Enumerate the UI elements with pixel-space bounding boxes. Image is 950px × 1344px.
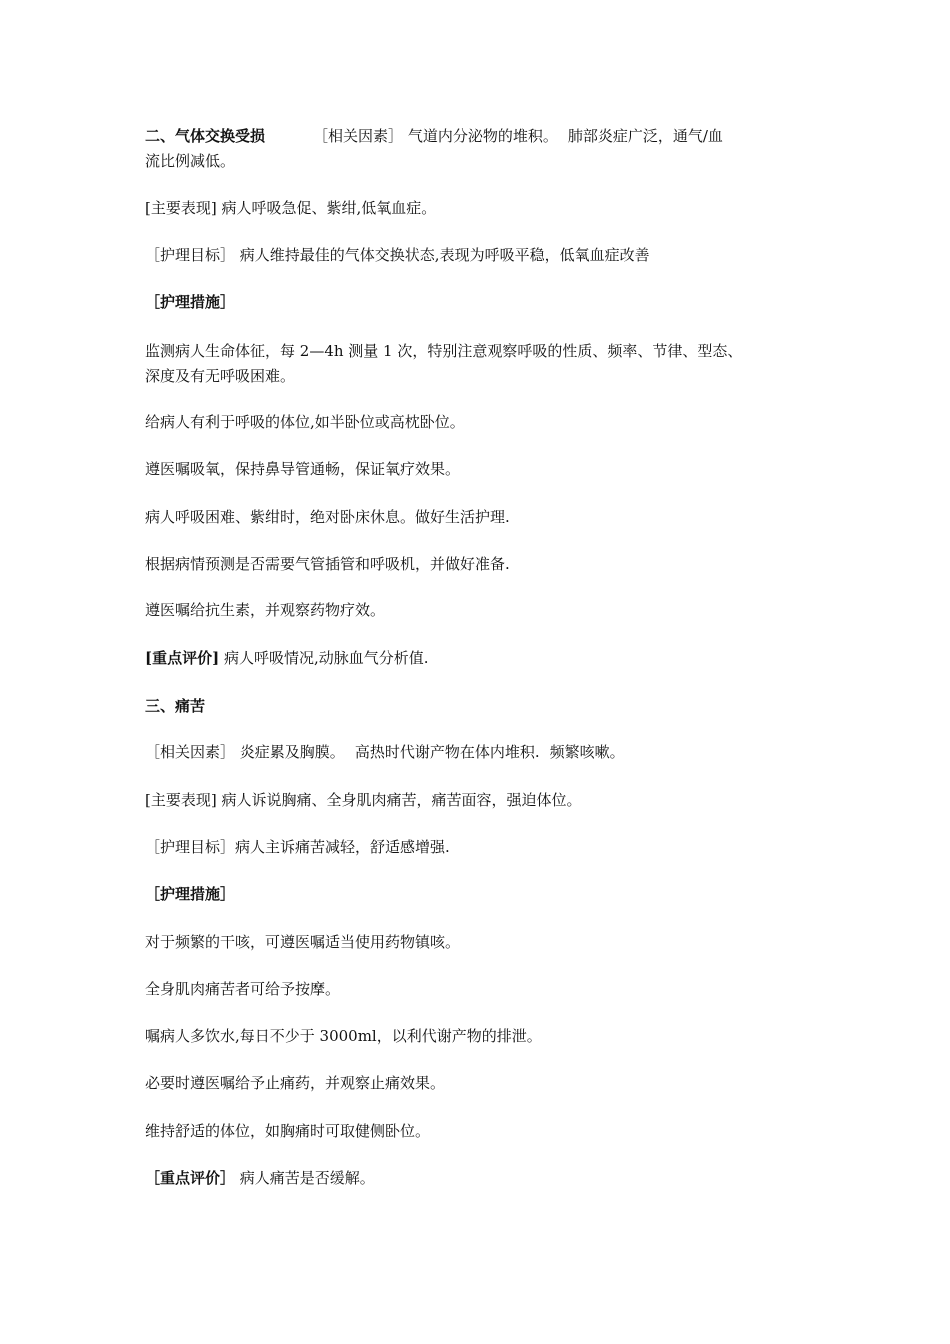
section3-measure-5: 维持舒适的体位，如胸痛时可取健侧卧位。 bbox=[145, 1122, 431, 1140]
section2-related-text-2: 肺部炎症广泛，通气/血 bbox=[567, 127, 723, 145]
section2-related-text-cont: 流比例减低。 bbox=[145, 152, 236, 170]
section2-main-line bbox=[145, 196, 805, 220]
section2-measure-1: 监测病人生命体征，每 2—4h 测量 1 次，特别注意观察呼吸的性质、频率、节律、型态、 bbox=[145, 342, 743, 360]
section2-measure-5: 根据病情预测是否需要气管插管和呼吸机，并做好准备. bbox=[145, 555, 510, 573]
section2-goal-tag: ［护理目标］ bbox=[145, 246, 236, 264]
section3-eval-tag: ［重点评价］ bbox=[145, 1169, 236, 1187]
section3-measure-4: 必要时遵医嘱给予止痛药，并观察止痛效果。 bbox=[145, 1074, 446, 1092]
section2-measure-1-cont: 深度及有无呼吸困难。 bbox=[145, 367, 296, 385]
section2-eval-text: 病人呼吸情况,动脉血气分析值. bbox=[223, 649, 429, 667]
section3-eval-line bbox=[145, 1166, 805, 1190]
section2-measure-6: 遵医嘱给抗生素，并观察药物疗效。 bbox=[145, 601, 386, 619]
section3-measure-1: 对于频繁的干咳，可遵医嘱适当使用药物镇咳。 bbox=[145, 933, 461, 951]
section3-main-tag: [主要表现] bbox=[145, 791, 217, 809]
section2-related-text-1: 气道内分泌物的堆积。 bbox=[407, 127, 558, 145]
section3-main-line bbox=[145, 788, 805, 812]
section3-related-text-2: 高热时代谢产物在体内堆积. bbox=[354, 743, 540, 761]
section3-measures-heading: ［护理措施］ bbox=[145, 885, 236, 903]
section3-measure-2: 全身肌肉痛苦者可给予按摩。 bbox=[145, 980, 341, 998]
section2-measure-3: 遵医嘱吸氧，保持鼻导管通畅，保证氧疗效果。 bbox=[145, 460, 461, 478]
section2-eval-line bbox=[145, 646, 805, 670]
section3-related-text-1: 炎症累及胸膜。 bbox=[239, 743, 345, 761]
section3-related-text-3: 频繁咳嗽。 bbox=[549, 743, 625, 761]
section3-related-line bbox=[145, 740, 805, 764]
section3-main-text: 病人诉说胸痛、全身肌肉痛苦，痛苦面容，强迫体位。 bbox=[221, 791, 582, 809]
section2-title: 二、气体交换受损 bbox=[145, 127, 266, 145]
section3-goal-text: 病人主诉痛苦减轻，舒适感增强. bbox=[235, 838, 450, 856]
section3-measure-3: 嘱病人多饮水,每日不少于 3000ml，以利代谢产物的排泄。 bbox=[145, 1027, 542, 1045]
section2-main-text: 病人呼吸急促、紫绀,低氧血症。 bbox=[221, 199, 437, 217]
section2-related-cont bbox=[145, 149, 805, 173]
section2-measure-4: 病人呼吸困难、紫绀时，绝对卧床休息。做好生活护理. bbox=[145, 508, 510, 526]
section2-related-tag: ［相关因素］ bbox=[313, 127, 404, 145]
section2-goal-line bbox=[145, 243, 805, 267]
section2-eval-tag: [重点评价] bbox=[145, 649, 220, 667]
section3-related-tag: ［相关因素］ bbox=[145, 743, 236, 761]
section3-goal-tag: ［护理目标］ bbox=[145, 838, 236, 856]
section3-eval-text: 病人痛苦是否缓解。 bbox=[239, 1169, 375, 1187]
section2-main-tag: [主要表现] bbox=[145, 199, 217, 217]
section2-measures-heading: ［护理措施］ bbox=[145, 293, 236, 311]
section3-goal-line bbox=[145, 835, 805, 859]
section2-measure-2: 给病人有利于呼吸的体位,如半卧位或高枕卧位。 bbox=[145, 413, 465, 431]
section2-title-line bbox=[145, 124, 805, 148]
section2-goal-text: 病人维持最佳的气体交换状态,表现为呼吸平稳，低氧血症改善 bbox=[239, 246, 650, 264]
section3-title: 三、痛苦 bbox=[145, 697, 206, 715]
